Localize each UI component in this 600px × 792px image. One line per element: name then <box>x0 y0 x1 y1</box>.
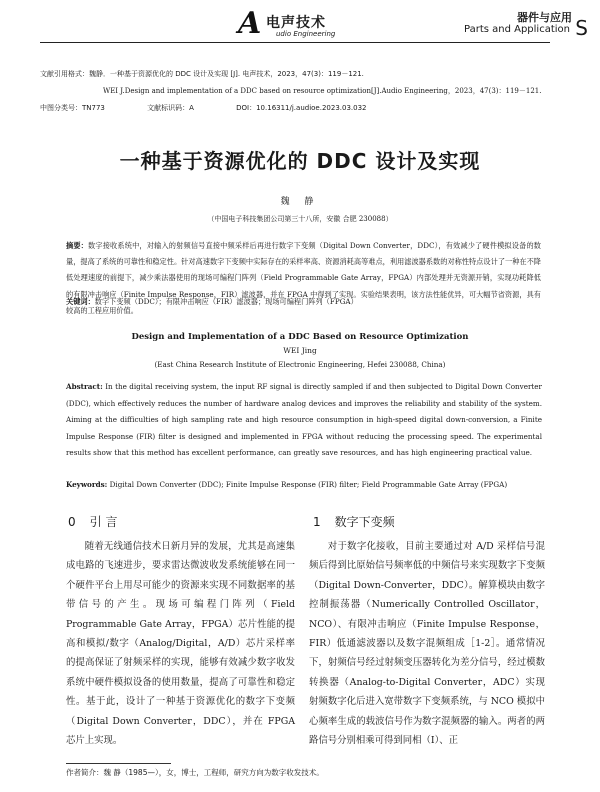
ddc-paragraph: 对于数字化接收，目前主要通过对 A/D 采样信号混频后得到比原始信号频率低的中频信号来实现数字下变频（Digital Down-Converter，DDC）。解算模块由数字控制振荡器（Numerically Controlled Oscillator，NCO）、有限冲击响应（Finite Impulse Response，FIR）低通滤波器以及数字混频组成［1-2］。通常情况下，射频信号经过射频变压器转化为差分信号，经过模数转换器（Analog-to-Digital Converter，ADC）实现射频数字化后进入宽带数字下变频系统，与 NCO 模拟中心频率生成的载波信号作为数字混频器的输入。两者的两路信号分别相乘可得到同相（I）、正 <box>309 541 545 747</box>
keywords-cn-text: 数字下变频（DDC）；有限冲击响应（FIR）滤波器；现场可编程门阵列（FPGA） <box>94 297 358 306</box>
author-en: WEI Jing <box>283 346 317 355</box>
abstract-en-text: In the digital receiving system, the input RF signal is directly sampled if and then subjected to Digital Down Converter (DDC), which effectively reduces the number of hardware analog devices and improves the reliability and stability of the system. Aiming at the difficulties of high sampling rate and high resource consumption in high-speed digital down-conversion, a Finite Impulse Response (FIR) filter is designed and implemented in FPGA without reducing the processing speed. The experimental results show that this method has excellent performance, can greatly save resources, and has high engineering practical value. <box>66 382 542 458</box>
keywords-en <box>66 480 542 489</box>
document-code: 文献标识码：A <box>147 104 194 112</box>
keywords-en-label: Keywords: <box>66 480 108 489</box>
paper-title: 一种基于资源优化的 DDC 设计及实现 <box>119 149 481 173</box>
section-heading-ddc <box>313 513 395 530</box>
abstract-en-label: Abstract: <box>66 382 103 391</box>
journal-logo <box>238 6 368 41</box>
header-rule <box>40 42 550 43</box>
page-header <box>0 0 600 48</box>
author-footnote: 作者简介：魏 静（1985—），女，博士，工程师，研究方向为数字收发技术。 <box>66 768 324 777</box>
abstract-en <box>66 379 542 462</box>
section-number: 1 <box>313 515 321 529</box>
section-heading-intro <box>68 513 117 530</box>
affiliation: （中国电子科技集团公司第三十八所，安徽 合肥 230088） <box>207 215 393 223</box>
section-number: 0 <box>68 515 76 529</box>
citation-meta <box>40 103 407 113</box>
citation-en: WEI J.Design and implementation of a DDC based on resource optimization[J].Audio Engineering，2023，47(3)：119－121. <box>103 87 542 95</box>
paper-title-en: Design and Implementation of a DDC Based on Resource Optimization <box>131 332 469 342</box>
keywords-cn <box>66 297 541 307</box>
clc-number: 中图分类号：TN773 <box>40 104 105 112</box>
section-label-cn: 器件与应用 <box>517 11 572 24</box>
affiliation-en: (East China Research Institute of Electronic Engineering, Hefei 230088, China) <box>154 360 446 369</box>
abstract-cn-label: 摘要： <box>66 241 89 250</box>
keywords-cn-label: 关键词： <box>66 297 95 306</box>
author: 魏 静 <box>280 197 320 207</box>
journal-logo-cn: 电声技术 <box>266 15 326 31</box>
intro-paragraph: 随着无线通信技术日新月异的发展，尤其是高速集成电路的飞速进步，要求雷达微波收发系统能够在同一个硬件平台上用尽可能少的资源来实现不同数据率的基带信号的产生。现场可编程门阵列（Field Programmable Gate Array，FPGA）芯片性能的提高和模拟/数字（Analog/Digital，A/D）芯片采样率的提高保证了射频采样的实现，能够有效减少数字收发系统中硬件模拟设备的使用数量，提高了可靠性和稳定性。基于此，设计了一种基于资源优化的数字下变频（Digital Down Converter，DDC），并在 FPGA 芯片上实现。 <box>66 541 295 747</box>
journal-logo-en: udio Engineering <box>276 30 336 38</box>
journal-logo-mark: A <box>238 6 262 41</box>
footnote-rule <box>66 763 171 764</box>
keywords-en-text: Digital Down Converter (DDC); Finite Impulse Response (FIR) filter; Field Programmable Gate Array (FPGA) <box>109 480 508 489</box>
section-title: 数字下变频 <box>334 515 395 529</box>
section-label-en: Parts and Application <box>464 24 570 35</box>
abstract-cn-text: 数字接收系统中，对输入的射频信号直接中频采样后再进行数字下变频（Digital Down Converter，DDC），有效减少了硬件模拟设备的数量，提高了系统的可靠性和稳定性。针对高速数字下变频中实际存在的采样率高、资源消耗高等难点，利用滤波器系数的对称性特点设计了一种在不降低处理速度的前提下，减少乘法器使用的现场可编程门阵列（Field Programmable Gate Array，FPGA）内部处理并无资源开销，实现功耗降低的有限冲击响应（Finite Impulse Response，FIR）滤波器，并在 FPGA 中得到了实现。实验结果表明，该方法性能优异，可大幅节省资源，具有较高的工程应用价值。 <box>66 241 541 315</box>
doi: DOI：10.16311/j.audioe.2023.03.032 <box>236 104 367 112</box>
section-title: 引 言 <box>89 515 118 529</box>
section-mark: S <box>575 16 588 40</box>
citation-cn: 文献引用格式：魏静．一种基于资源优化的 DDC 设计及实现 [J]. 电声技术，2023，47(3)：119－121. <box>40 70 364 78</box>
